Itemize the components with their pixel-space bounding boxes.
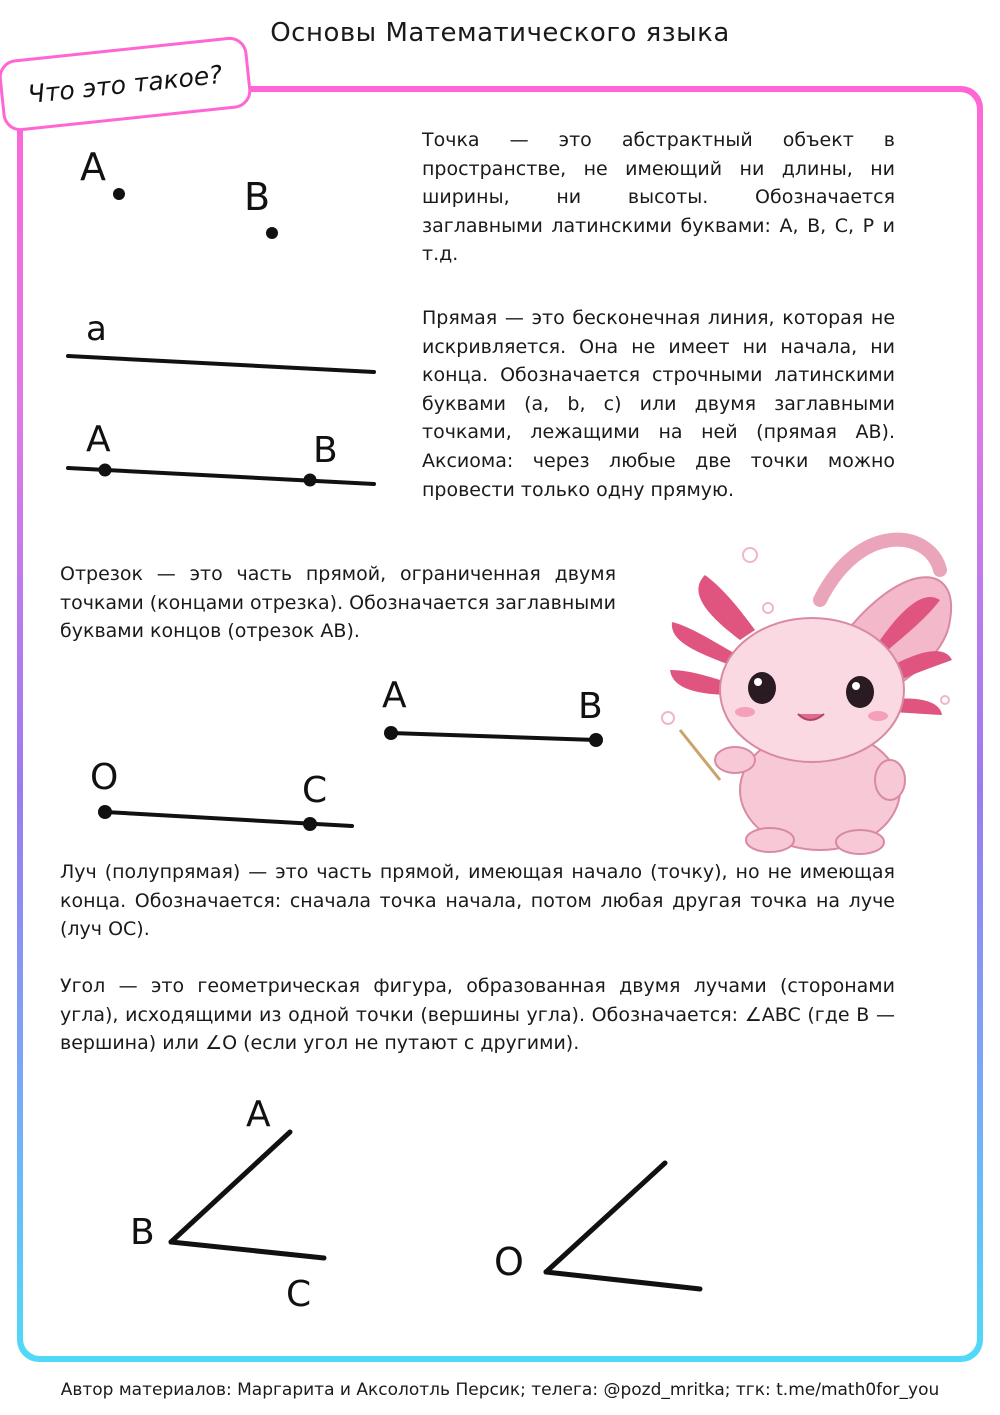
point-b-dot (266, 227, 278, 239)
line-a-figure (68, 309, 374, 372)
footer-credits: Автор материалов: Маргарита и Аксолотль Персик; телега: @pozd_mritka; тгк: t.me/math0for_you (60, 1380, 940, 1400)
line2-b-dot (304, 474, 317, 487)
point-term: Точка (422, 129, 480, 151)
angle1-b-label: B (130, 1212, 155, 1253)
axolotl-illustration (662, 540, 952, 854)
ray-text: — это часть прямой, имеющая начало (точку), но не имеющая конца. Обозначается: сначала точка начала, потом любая другая точка на луче (луч OC). (60, 861, 895, 941)
segment-text: — это часть прямой, ограниченная двумя точками (концами отрезка). Обозначается заглавными буквами концов (отрезок AB). (60, 563, 616, 643)
angle2-ray-up (546, 1163, 665, 1272)
ray-oc-figure (90, 757, 352, 831)
angle1-c-label: C (286, 1274, 312, 1315)
what-is-it-badge: Что это такое? (0, 35, 253, 133)
line2-b-label: B (313, 430, 338, 471)
seg-a-dot (384, 726, 398, 740)
line2-a-label: A (86, 419, 111, 460)
line-text: — это бесконечная линия, которая не искривляется. Она не имеет ни начала, ни конца. Обозначается строчными латинскими буквами (a, b, c) или двумя заглавными точками, лежащими на ней (прямая AB). Аксиома: через любые две точки можно провести только одну прямую. (422, 307, 896, 501)
point-text: — это абстрактный объект в пространстве, не имеющий ни длины, ни ширины, ни высоты. Обозначается заглавными латинскими буквами: A, B, C, P и т.д. (422, 129, 895, 266)
segment-term: Отрезок (60, 563, 143, 585)
ray-o-dot (98, 805, 112, 819)
point-a-dot (113, 188, 125, 200)
line-ab-figure (68, 419, 374, 487)
angle1-ray-ba (171, 1132, 290, 1242)
page-title: Основы Математического языка (270, 18, 730, 48)
ray-term: Луч (полупрямая) (60, 861, 241, 883)
line-a (68, 356, 374, 372)
angle-term: Угол (60, 975, 106, 997)
seg-a-label: A (382, 675, 407, 716)
ray-c-label: C (302, 770, 328, 811)
angle-o-figure (494, 1163, 700, 1289)
segment-ab-figure (382, 675, 603, 747)
angle2-o-label: O (494, 1240, 524, 1284)
line-a-label: a (86, 309, 107, 349)
angle-text: — это геометрическая фигура, образованная двумя лучами (сторонами угла), исходящими из одной точки (вершины угла). Обозначается: ∠ABC (где B — вершина) или ∠O (если угол не путают с другими). (60, 975, 895, 1055)
line2-a-dot (99, 464, 112, 477)
angle-abc-figure (130, 1094, 324, 1315)
seg-b-label: B (578, 686, 603, 727)
point-b-label: B (244, 175, 271, 219)
points-figure (80, 145, 278, 239)
angle2-ray-right (546, 1272, 700, 1289)
angle1-a-label: A (246, 1094, 271, 1135)
angle1-ray-bc (171, 1242, 324, 1258)
point-a-label: A (80, 145, 106, 189)
line-term: Прямая (422, 307, 498, 329)
ray-o-label: O (90, 757, 119, 798)
segment-ab (391, 733, 596, 740)
seg-b-dot (589, 733, 603, 747)
ray-c-dot (303, 817, 317, 831)
